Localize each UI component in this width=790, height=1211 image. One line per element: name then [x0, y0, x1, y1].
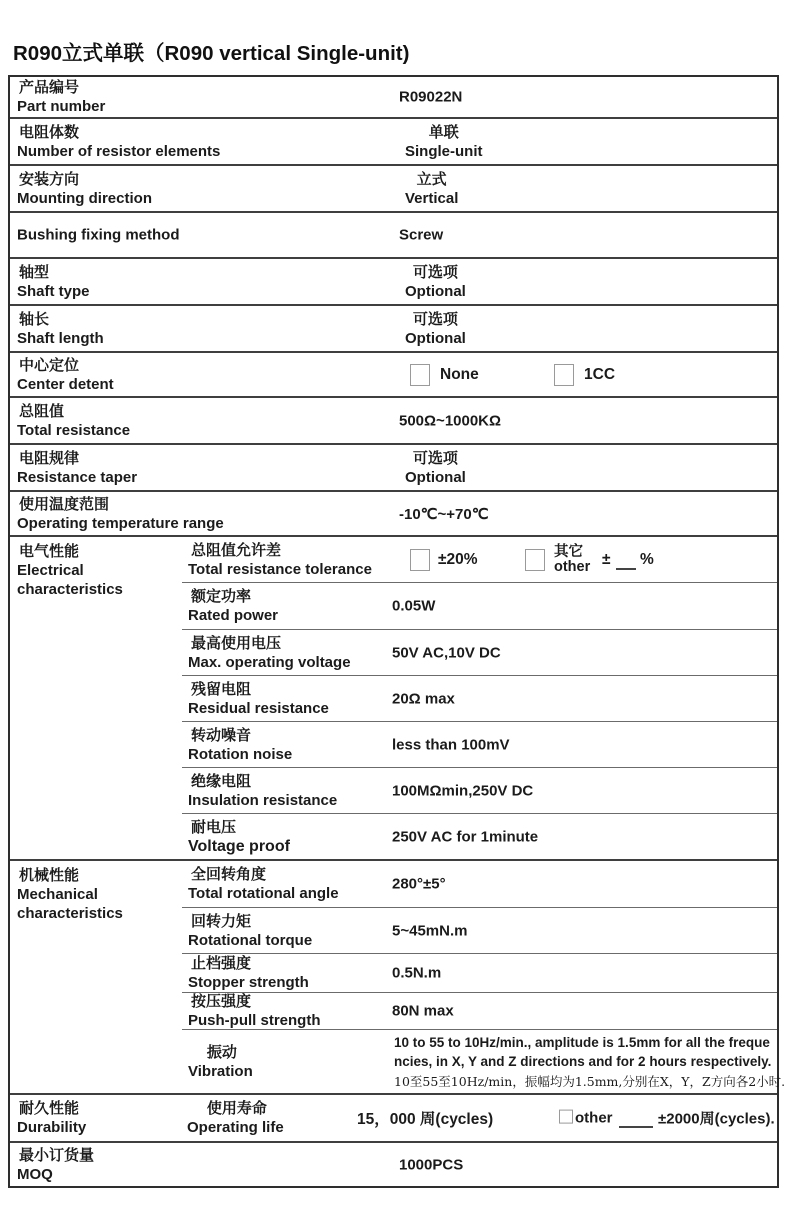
- row-value: 可选项 Optional: [405, 263, 466, 300]
- tolerance-pct-sign: %: [640, 550, 654, 568]
- row-label: 中心定位 Center detent: [17, 356, 114, 393]
- row-value: 可选项 Optional: [405, 449, 466, 486]
- row-value: Screw: [399, 226, 444, 244]
- electrical-group-label: 电气性能 Electrical characteristics: [17, 543, 123, 598]
- row-label: 安装方向 Mounting direction: [17, 170, 152, 207]
- subrow-push-pull-strength: 按压强度 Push-pull strength 80N max: [182, 992, 777, 1029]
- tolerance-blank-field: [616, 560, 636, 570]
- subrow-stopper-strength: 止档强度 Stopper strength 0.5N.m: [182, 953, 777, 992]
- row-value: 500Ω~1000KΩ: [399, 412, 502, 429]
- row-resistor-elements: [10, 117, 777, 164]
- subrow-value: 250V AC for 1minute: [392, 828, 539, 845]
- durability-group-label: 耐久性能 Durability: [17, 1100, 87, 1136]
- row-value: 可选项 Optional: [405, 310, 466, 347]
- subrow-value: 0.5N.m: [392, 964, 442, 982]
- none-checkbox-label: None: [440, 365, 479, 383]
- row-label: 最小订货量 MOQ: [17, 1146, 95, 1183]
- section-electrical: [10, 535, 777, 859]
- tolerance-pm-sign: ±: [602, 550, 611, 568]
- 1cc-checkbox[interactable]: [554, 364, 574, 386]
- subrow-rated-power: 额定功率 Rated power 0.05W: [182, 582, 777, 629]
- row-label: 电阻体数 Number of resistor elements: [17, 123, 221, 160]
- tolerance-20-label: ±20%: [438, 550, 478, 568]
- row-label: 使用温度范围 Operating temperature range: [17, 495, 224, 532]
- row-label: 总阻值 Total resistance: [17, 402, 131, 439]
- row-center-detent: [10, 351, 777, 396]
- row-label: 轴型 Shaft type: [17, 263, 90, 300]
- row-durability: [10, 1093, 777, 1141]
- row-bushing-fixing: [10, 211, 777, 257]
- vibration-value: 10 to 55 to 10Hz/min., amplitude is 1.5mm for all the freque ncies, in X, Y and Z directions and for 2 hours respectively. 10至55至10Hz/min，振幅均为1.5mm,分别在X，Y，Z方向各2小时.: [394, 1034, 786, 1089]
- row-value: 立式 Vertical: [405, 170, 459, 207]
- tolerance-other-checkbox[interactable]: [525, 549, 545, 571]
- subrow-rotational-angle: 全回转角度 Total rotational angle 280°±5°: [188, 866, 446, 902]
- row-label: 产品编号 Part number: [17, 79, 106, 115]
- subrow-rotation-noise: 转动噪音 Rotation noise less than 100mV: [182, 721, 777, 767]
- subrow-rotational-torque: 回转力矩 Rotational torque 5~45mN.m: [182, 907, 777, 953]
- section-mechanical: [10, 859, 786, 1093]
- row-shaft-type: [10, 257, 777, 304]
- subrow-max-voltage: 最高使用电压 Max. operating voltage 50V AC,10V DC: [182, 629, 777, 675]
- life-blank-field: [619, 1118, 653, 1128]
- subrow-residual-resistance: 残留电阻 Residual resistance 20Ω max: [182, 675, 777, 721]
- life-other-label: other: [575, 1109, 613, 1127]
- row-label: 电阻规律 Resistance taper: [17, 449, 138, 486]
- subrow-voltage-proof: 耐电压 Voltage proof 250V AC for 1minute: [182, 813, 777, 859]
- tolerance-20-checkbox[interactable]: [410, 549, 430, 571]
- row-value: 1000PCS: [399, 1156, 464, 1173]
- row-resistance-taper: [10, 443, 777, 490]
- spec-table: [8, 75, 786, 1188]
- subrow-resistance-tolerance: [182, 537, 777, 582]
- page-title: R090立式单联（R090 vertical Single-unit): [13, 42, 410, 65]
- row-part-number: [10, 77, 777, 117]
- tolerance-other-label: 其它 other: [554, 543, 591, 575]
- operating-life-label: 使用寿命 Operating life: [187, 1100, 284, 1136]
- subrow-value: 100MΩmin,250V DC: [392, 782, 534, 799]
- subrow-value: less than 100mV: [392, 736, 510, 753]
- row-label: Bushing fixing method: [17, 226, 180, 244]
- 1cc-checkbox-label: 1CC: [584, 365, 616, 383]
- subrow-vibration: 振动 Vibration 10 to 55 to 10Hz/min., amplitude is 1.5mm for all the freque ncies, in X, Y and Z directions and for 2 hours respectively. 10至55至10Hz/min，振幅均为1.5mm,分别在X，Y，Z方向各2小时.: [182, 1029, 777, 1093]
- subrow-insulation-resistance: 绝缘电阻 Insulation resistance 100MΩmin,250V DC: [182, 767, 777, 813]
- row-mounting-direction: [10, 164, 777, 211]
- row-operating-temperature: [10, 490, 777, 535]
- row-shaft-length: [10, 304, 777, 351]
- row-moq: [10, 1141, 777, 1186]
- subrow-label: 总阻值允许差 Total resistance tolerance: [188, 541, 372, 578]
- life-suffix: ±2000周(cycles).: [658, 1110, 775, 1128]
- subrow-value: 5~45mN.m: [392, 922, 468, 939]
- row-value: R09022N: [399, 88, 463, 106]
- row-total-resistance: [10, 396, 777, 443]
- subrow-value: 280°±5°: [392, 875, 446, 893]
- mechanical-group-label: 机械性能 Mechanical characteristics: [17, 867, 123, 922]
- subrow-value: 80N max: [392, 1002, 454, 1020]
- operating-life-value: 15，000 周(cycles): [357, 1111, 494, 1128]
- subrow-value: 20Ω max: [392, 690, 455, 707]
- subrow-value: 50V AC,10V DC: [392, 644, 501, 661]
- row-label: 轴长 Shaft length: [17, 310, 104, 347]
- none-checkbox[interactable]: [410, 364, 430, 386]
- row-value: 单联 Single-unit: [405, 123, 483, 160]
- row-value: -10℃~+70℃: [399, 505, 489, 523]
- subrow-value: 0.05W: [392, 597, 436, 615]
- life-other-checkbox[interactable]: [559, 1110, 573, 1124]
